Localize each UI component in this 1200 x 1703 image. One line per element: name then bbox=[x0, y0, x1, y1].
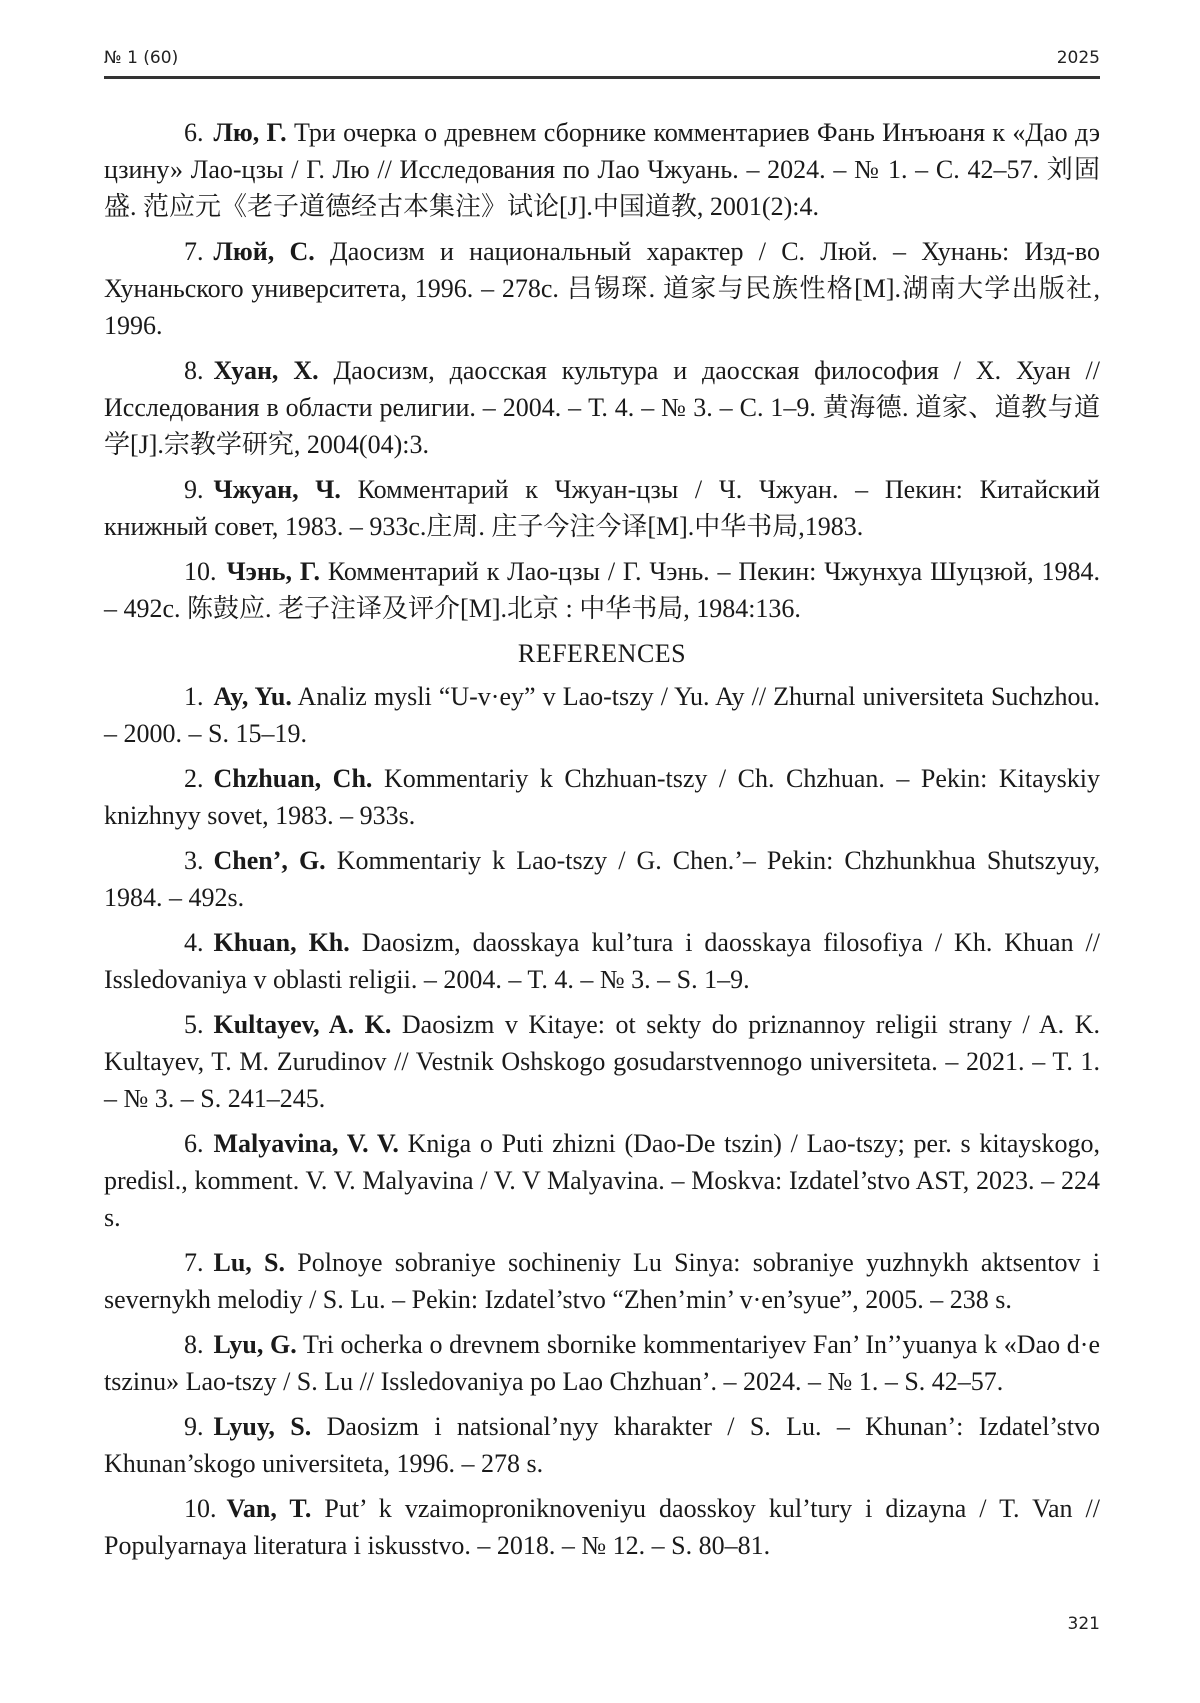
reference-text: Polnoye sobraniye sochineniy Lu Sinya: sobraniye yuzhnykh aktsentov i severnykh melodiy / S. Lu. – Pekin: Izdatel’stvo “Zhen’min’ v·en’syue”, 2005. – 238 s. bbox=[104, 1248, 1100, 1314]
reference-item bbox=[104, 471, 1100, 545]
references-heading: REFERENCES bbox=[517, 639, 687, 668]
reference-text: Put’ k vzaimoproniknoveniyu daosskoy kul’tury i dizayna / T. Van // Populyarnaya literatura i iskusstvo. – 2018. – № 12. – S. 80–81. bbox=[104, 1494, 1100, 1560]
reference-number: 2. bbox=[184, 764, 204, 793]
reference-item bbox=[104, 233, 1100, 344]
reference-text: Даосизм и национальный характер / С. Люй. – Хунань: Изд-во Хунаньского университета, 1996. – 278с. 吕锡琛. 道家与民族性格[M].湖南大学出版社, 1996. bbox=[104, 237, 1101, 340]
reference-author: Ay, Yu. bbox=[213, 682, 292, 711]
reference-author: Lu, S. bbox=[213, 1248, 286, 1277]
reference-text: Tri ocherka o drevnem sbornike kommentariyev Fan’ In’’yuanya k «Dao d·e tszinu» Lao-tszy / S. Lu // Issledovaniya po Lao Chzhuan’. – 2024. – № 1. – S. 42–57. bbox=[104, 1330, 1101, 1396]
reference-number: 8. bbox=[184, 356, 204, 385]
reference-text: Daosizm i natsional’nyy kharakter / S. Lu. – Khunan’: Izdatel’stvo Khunan’skogo universiteta, 1996. – 278 s. bbox=[104, 1412, 1100, 1478]
reference-author: Chen’, G. bbox=[213, 846, 326, 875]
reference-author: Malyavina, V. V. bbox=[213, 1129, 399, 1158]
reference-item bbox=[104, 760, 1100, 834]
reference-item bbox=[104, 1125, 1100, 1236]
reference-number: 10. bbox=[184, 557, 217, 586]
reference-number: 7. bbox=[184, 1248, 204, 1277]
reference-item bbox=[104, 352, 1100, 463]
reference-author: Lyu, G. bbox=[213, 1330, 297, 1359]
reference-number: 9. bbox=[184, 475, 204, 504]
reference-item bbox=[104, 1244, 1100, 1318]
reference-item bbox=[104, 1326, 1100, 1400]
running-header bbox=[104, 48, 1100, 76]
issue-number: № 1 (60) bbox=[104, 48, 179, 68]
reference-text: Daosizm v Kitaye: ot sekty do priznannoy religii strany / A. K. Kultayev, T. M. Zurudinov // Vestnik Oshskogo gosudarstvennogo universiteta. – 2021. – T. 1. – № 3. – S. 241–245. bbox=[104, 1010, 1100, 1113]
reference-text: Analiz mysli “U-v·ey” v Lao-tszy / Yu. Ay // Zhurnal universiteta Suchzhou. – 2000. – S. 15–19. bbox=[104, 682, 1100, 748]
reference-author: Chzhuan, Ch. bbox=[213, 764, 373, 793]
reference-item bbox=[104, 678, 1100, 752]
reference-text: Три очерка о древнем сборнике комментариев Фань Инъюаня к «Дао дэ цзину» Лао-цзы / Г. Лю // Исследования по Лао Чжуань. – 2024. – № 1. – С. 42–57. 刘固盛. 范应元《老子道德经古本集注》试论[J].中国道教, 2001(2):4. bbox=[104, 118, 1101, 221]
reference-text: Kommentariy k Chzhuan-tszy / Ch. Chzhuan. – Pekin: Kitayskiy knizhnyy sovet, 1983. – 933s. bbox=[104, 764, 1101, 830]
reference-number: 8. bbox=[184, 1330, 204, 1359]
reference-author: Люй, С. bbox=[213, 237, 315, 266]
bibliography bbox=[104, 114, 1100, 1572]
reference-number: 10. bbox=[184, 1494, 217, 1523]
reference-author: Лю, Г. bbox=[213, 118, 287, 147]
reference-number: 7. bbox=[184, 237, 204, 266]
reference-number: 6. bbox=[184, 118, 204, 147]
reference-author: Kultayev, A. K. bbox=[213, 1010, 392, 1039]
reference-item bbox=[104, 114, 1100, 225]
header-divider bbox=[104, 76, 1100, 79]
reference-item bbox=[104, 1490, 1100, 1564]
reference-item bbox=[104, 924, 1100, 998]
reference-number: 4. bbox=[184, 928, 204, 957]
reference-number: 5. bbox=[184, 1010, 204, 1039]
reference-number: 3. bbox=[184, 846, 204, 875]
transliterated-reference-list bbox=[104, 678, 1100, 1564]
reference-item bbox=[104, 1006, 1100, 1117]
reference-number: 9. bbox=[184, 1412, 204, 1441]
reference-author: Чэнь, Г. bbox=[226, 557, 321, 586]
reference-text: Даосизм, даосская культура и даосская философия / Х. Хуан // Исследования в области религии. – 2004. – Т. 4. – № 3. – С. 1–9. 黄海德. 道家、道教与道学[J].宗教学研究, 2004(04):3. bbox=[104, 356, 1100, 459]
russian-reference-list bbox=[104, 114, 1100, 627]
page-number: 321 bbox=[1067, 1614, 1100, 1634]
reference-text: Kommentariy k Lao-tszy / G. Chen.’– Pekin: Chzhunkhua Shutszyuy, 1984. – 492s. bbox=[104, 846, 1101, 912]
reference-number: 6. bbox=[184, 1129, 204, 1158]
reference-author: Чжуан, Ч. bbox=[213, 475, 341, 504]
reference-author: Van, T. bbox=[226, 1494, 312, 1523]
publication-year: 2025 bbox=[1056, 48, 1100, 68]
reference-item bbox=[104, 553, 1100, 627]
reference-item bbox=[104, 1408, 1100, 1482]
reference-author: Khuan, Kh. bbox=[213, 928, 350, 957]
reference-author: Lyuy, S. bbox=[213, 1412, 312, 1441]
reference-text: Комментарий к Чжуан-цзы / Ч. Чжуан. – Пекин: Китайский книжный совет, 1983. – 933с.庄周. 庄子今注今译[M].中华书局,1983. bbox=[104, 475, 1100, 541]
reference-item bbox=[104, 842, 1100, 916]
reference-text: Daosizm, daosskaya kul’tura i daosskaya filosofiya / Kh. Khuan // Issledovaniya v oblasti religii. – 2004. – T. 4. – № 3. – S. 1–9. bbox=[104, 928, 1101, 994]
reference-number: 1. bbox=[184, 682, 204, 711]
reference-text: Комментарий к Лао-цзы / Г. Чэнь. – Пекин: Чжунхуа Шуцзюй, 1984. – 492с. 陈鼓应. 老子注译及评介[M].北京 : 中华书局, 1984:136. bbox=[104, 557, 1100, 623]
reference-author: Хуан, Х. bbox=[213, 356, 319, 385]
reference-text: Kniga o Puti zhizni (Dao-De tszin) / Lao-tszy; per. s kitayskogo, predisl., komment. V. V. Malyavina / V. V Malyavina. – Moskva: Izdatel’stvo AST, 2023. – 224 s. bbox=[104, 1129, 1100, 1232]
